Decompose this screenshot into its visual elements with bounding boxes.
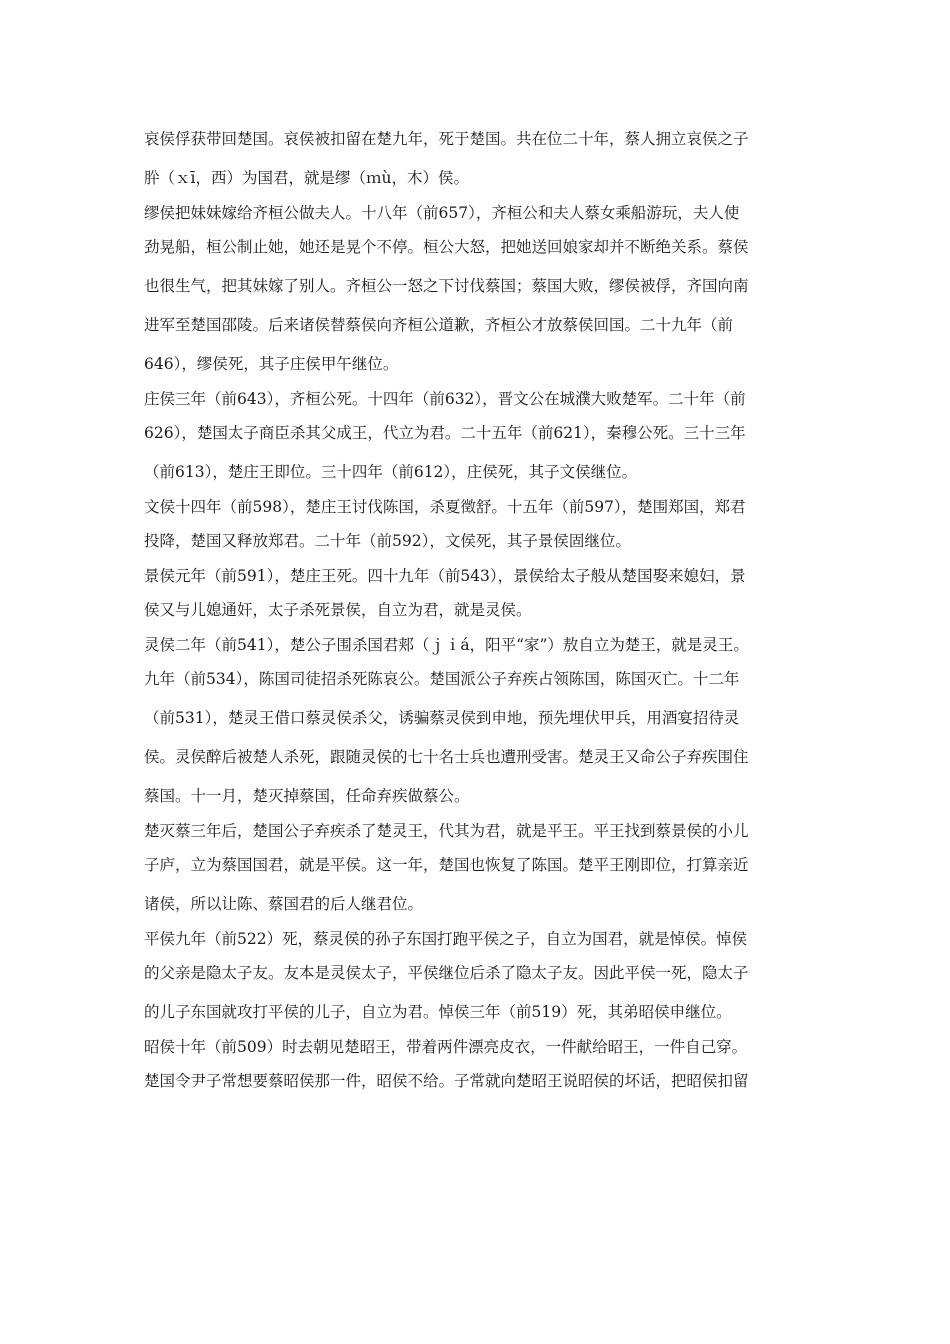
paragraph bbox=[144, 384, 816, 492]
text-line: 侯又与儿媳通奸，太子杀死景侯，自立为君，就是灵侯。 bbox=[144, 601, 532, 619]
paragraph bbox=[144, 816, 816, 924]
text-line: 626），楚国太子商臣杀其父成王，代立为君。二十五年（前621），秦穆公死。三十三年 bbox=[144, 424, 746, 442]
text-line: （前613），楚庄王即位。三十四年（前612），庄侯死，其子文侯继位。 bbox=[144, 463, 638, 481]
paragraph bbox=[144, 561, 816, 630]
text-line: 蔡国。十一月，楚灭掉蔡国，任命弃疾做蔡公。 bbox=[144, 787, 470, 805]
paragraph bbox=[144, 492, 816, 561]
text-line: 的儿子东国就攻打平侯的儿子，自立为君。悼侯三年（前519）死，其弟昭侯申继位。 bbox=[144, 1003, 732, 1021]
text-line: 平侯九年（前522）死，蔡灵侯的孙子东国打跑平侯之子，自立为国君，就是悼侯。悼侯 bbox=[144, 930, 748, 948]
text-line: 投降，楚国又释放郑君。二十年（前592），文侯死，其子景侯固继位。 bbox=[144, 532, 631, 550]
text-line: 楚国令尹子常想要蔡昭侯那一件，昭侯不给。子常就向楚昭王说昭侯的坏话，把昭侯扣留 bbox=[144, 1072, 749, 1090]
text-line: 肸（ｘī，西）为国君，就是缪（ｍù，木）侯。 bbox=[144, 169, 469, 187]
text-line: 的父亲是隐太子友。友本是灵侯太子，平侯继位后杀了隐太子友。因此平侯一死，隐太子 bbox=[144, 964, 749, 982]
text-line: 缪侯把妹妹嫁给齐桓公做夫人。十八年（前657），齐桓公和夫人蔡女乘船游玩，夫人使 bbox=[144, 204, 740, 222]
text-line: 646），缪侯死，其子庄侯甲午继位。 bbox=[144, 355, 399, 373]
text-line: 也很生气，把其妹嫁了别人。齐桓公一怒之下讨伐蔡国；蔡国大败，缪侯被俘，齐国向南 bbox=[144, 277, 749, 295]
text-line: 灵侯二年（前541），楚公子围杀国君郏（ｊｉá，阳平“家”）敖自立为楚王，就是灵王。 bbox=[144, 636, 749, 654]
text-line: 景侯元年（前591），楚庄王死。四十九年（前543），景侯给太子般从楚国娶来媳妇，景 bbox=[144, 567, 746, 585]
document-body bbox=[144, 120, 816, 1101]
text-line: 九年（前534），陈国司徒招杀死陈哀公。楚国派公子弃疾占领陈国，陈国灭亡。十二年 bbox=[144, 670, 740, 688]
text-line: 哀侯俘获带回楚国。哀侯被扣留在楚九年，死于楚国。共在位二十年，蔡人拥立哀侯之子 bbox=[144, 130, 749, 148]
text-line: 进军至楚国邵陵。后来诸侯替蔡侯向齐桓公道歉，齐桓公才放蔡侯回国。二十九年（前 bbox=[144, 316, 734, 334]
paragraph bbox=[144, 924, 816, 1032]
text-line: 庄侯三年（前643），齐桓公死。十四年（前632），晋文公在城濮大败楚军。二十年（前 bbox=[144, 390, 746, 408]
text-line: 侯。灵侯醉后被楚人杀死，跟随灵侯的七十名士兵也遭刑受害。楚灵王又命公子弃疾围住 bbox=[144, 748, 749, 766]
text-line: 昭侯十年（前509）时去朝见楚昭王，带着两件漂亮皮衣，一件献给昭王，一件自己穿。 bbox=[144, 1038, 748, 1056]
text-line: （前531），楚灵王借口蔡灵侯杀父，诱骗蔡灵侯到申地，预先埋伏甲兵，用酒宴招待灵 bbox=[144, 709, 740, 727]
text-line: 文侯十四年（前598），楚庄王讨伐陈国，杀夏徵舒。十五年（前597），楚围郑国，郑君 bbox=[144, 498, 746, 516]
text-line: 楚灭蔡三年后，楚国公子弃疾杀了楚灵王，代其为君，就是平王。平王找到蔡景侯的小儿 bbox=[144, 822, 749, 840]
paragraph bbox=[144, 630, 816, 816]
text-line: 子庐，立为蔡国国君，就是平侯。这一年，楚国也恢复了陈国。楚平王刚即位，打算亲近 bbox=[144, 856, 749, 874]
text-line: 诸侯，所以让陈、蔡国君的后人继君位。 bbox=[144, 895, 424, 913]
paragraph bbox=[144, 198, 816, 384]
text-line: 劲晃船，桓公制止她，她还是晃个不停。桓公大怒，把她送回娘家却并不断绝关系。蔡侯 bbox=[144, 238, 749, 256]
paragraph bbox=[144, 120, 816, 198]
paragraph bbox=[144, 1032, 816, 1101]
